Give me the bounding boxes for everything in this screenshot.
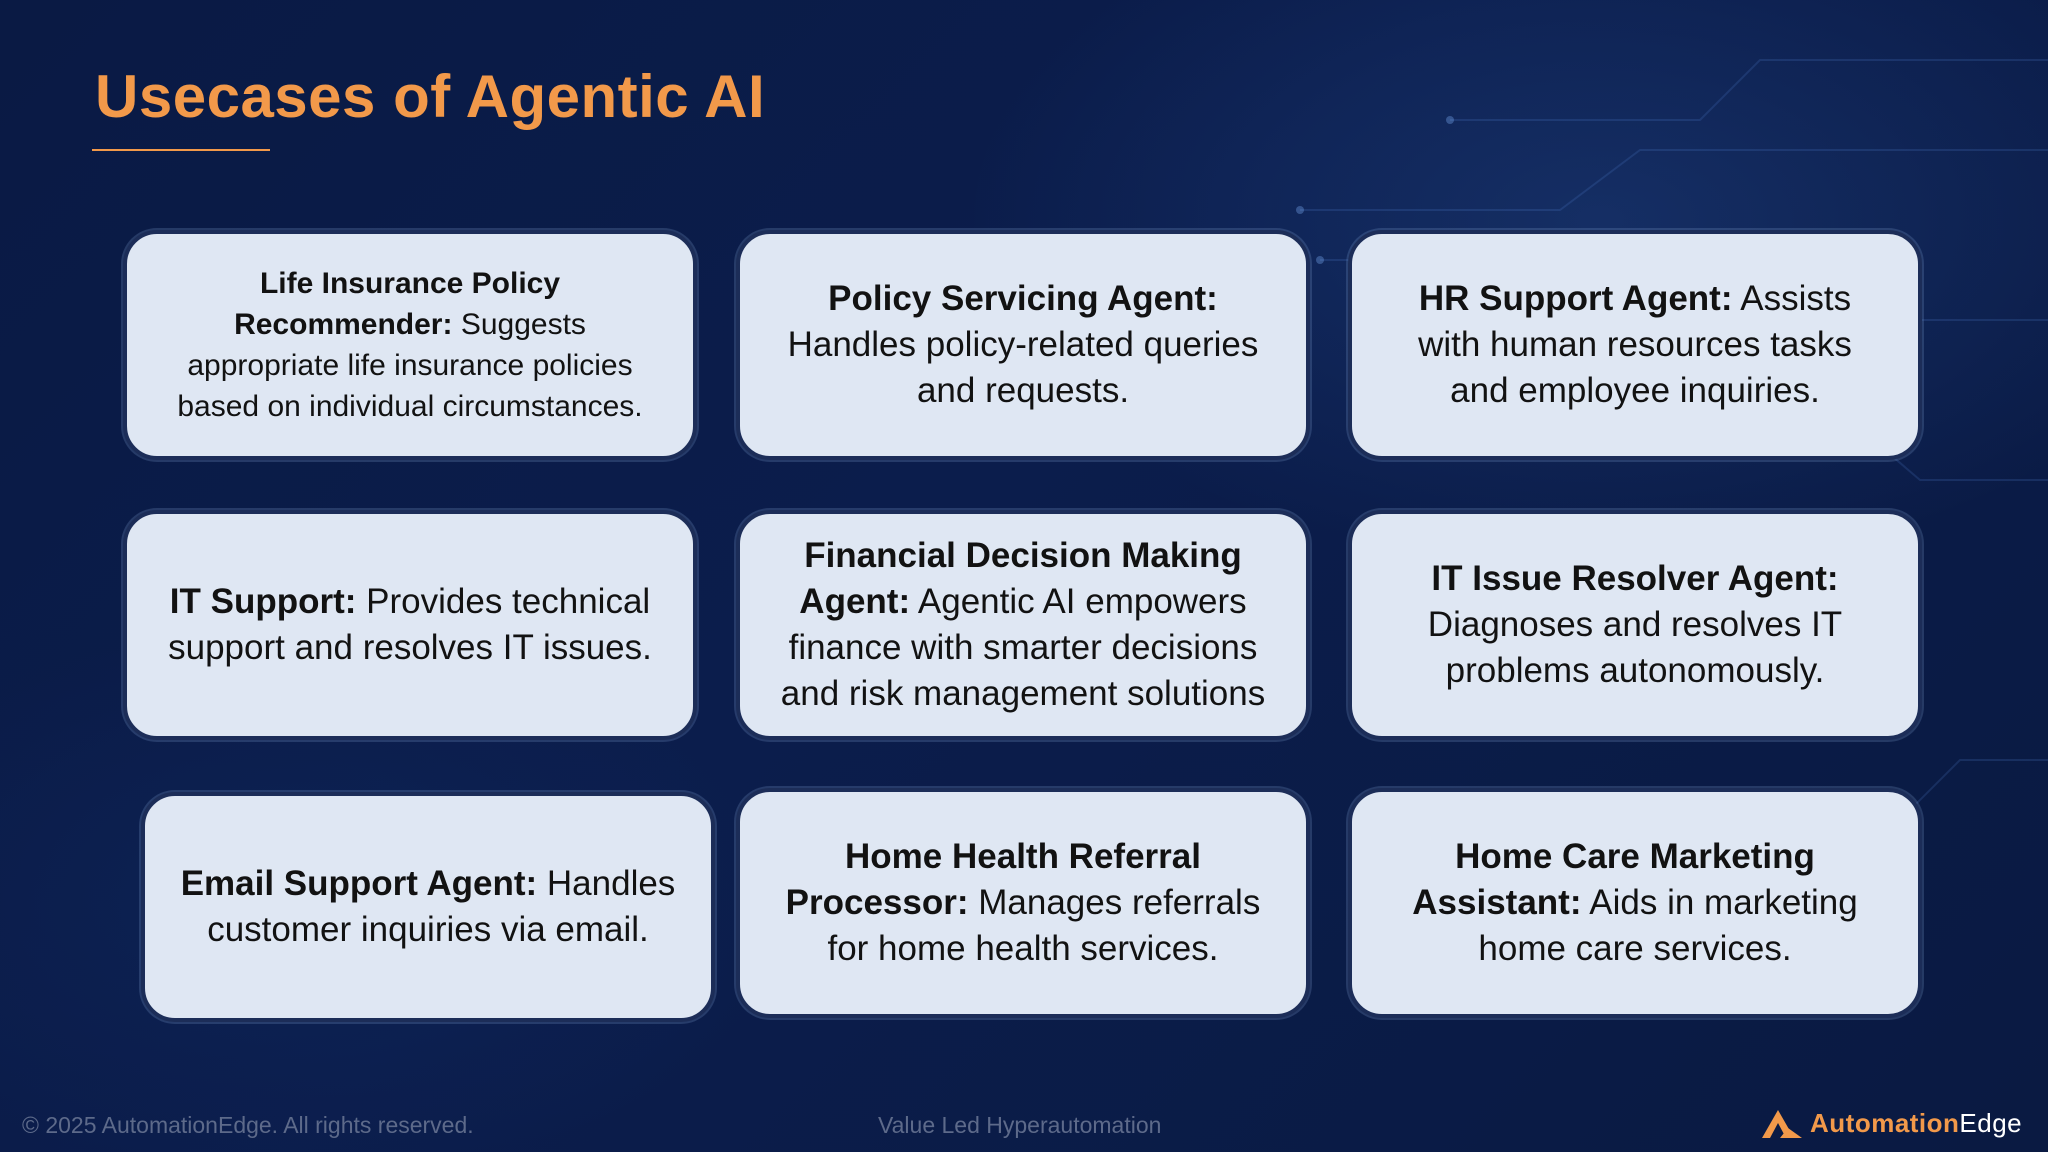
card-text xyxy=(774,276,1272,414)
card-heading: Life Insurance Policy Recommender: xyxy=(234,267,561,341)
card-description: Agentic AI empowers finance with smarter decisions and risk management solutions xyxy=(780,582,1266,713)
brand-name-main: Automation xyxy=(1810,1107,1960,1138)
usecase-card-financial-decision xyxy=(736,510,1310,740)
card-description: Assists with human resources tasks and employee inquiries. xyxy=(1418,279,1852,410)
card-heading: Financial Decision Making Agent: xyxy=(799,536,1242,621)
card-description: Handles customer inquiries via email. xyxy=(207,864,676,949)
usecase-card-life-insurance-recommender xyxy=(123,230,697,460)
card-heading: Home Health Referral Processor: xyxy=(785,837,1201,922)
usecase-card-home-care-marketing xyxy=(1348,788,1922,1018)
usecase-card-it-issue-resolver xyxy=(1348,510,1922,740)
card-description: Diagnoses and resolves IT problems autonomously. xyxy=(1427,605,1843,690)
card-text xyxy=(179,861,677,953)
card-description: Suggests appropriate life insurance policies based on individual circumstances. xyxy=(177,308,643,423)
card-heading: HR Support Agent: xyxy=(1418,279,1733,318)
card-description: Handles policy-related queries and requests. xyxy=(787,325,1259,410)
usecase-card-email-support xyxy=(141,792,715,1022)
brand-name xyxy=(1810,1108,2022,1139)
card-description: Aids in marketing home care services. xyxy=(1478,883,1858,968)
usecase-card-hr-support xyxy=(1348,230,1922,460)
title-underline xyxy=(92,149,270,151)
card-text xyxy=(161,579,659,671)
tagline-text: Value Led Hyperautomation xyxy=(878,1112,1162,1138)
card-heading: Policy Servicing Agent: xyxy=(828,279,1218,318)
card-text xyxy=(1386,556,1884,694)
card-text xyxy=(161,263,659,427)
card-heading: Home Care Marketing Assistant: xyxy=(1412,837,1815,922)
card-description: Manages referrals for home health services. xyxy=(827,883,1261,968)
page-title: Usecases of Agentic AI xyxy=(95,63,766,130)
card-heading: Email Support Agent: xyxy=(180,864,538,903)
card-heading: IT Support: xyxy=(169,582,357,621)
card-text xyxy=(1386,834,1884,972)
card-text xyxy=(774,533,1272,717)
card-description: Provides technical support and resolves IT issues. xyxy=(168,582,652,667)
brand-name-suffix: Edge xyxy=(1959,1107,2023,1138)
copyright-text: © 2025 AutomationEdge. All rights reserved. xyxy=(22,1112,474,1138)
brand-logo xyxy=(1758,1106,2022,1140)
card-text xyxy=(774,834,1272,972)
card-text xyxy=(1386,276,1884,414)
card-heading: IT Issue Resolver Agent: xyxy=(1431,559,1839,598)
usecase-card-it-support xyxy=(123,510,697,740)
usecase-card-policy-servicing xyxy=(736,230,1310,460)
automationedge-logo-icon xyxy=(1758,1106,1804,1140)
usecase-card-home-health-referral xyxy=(736,788,1310,1018)
